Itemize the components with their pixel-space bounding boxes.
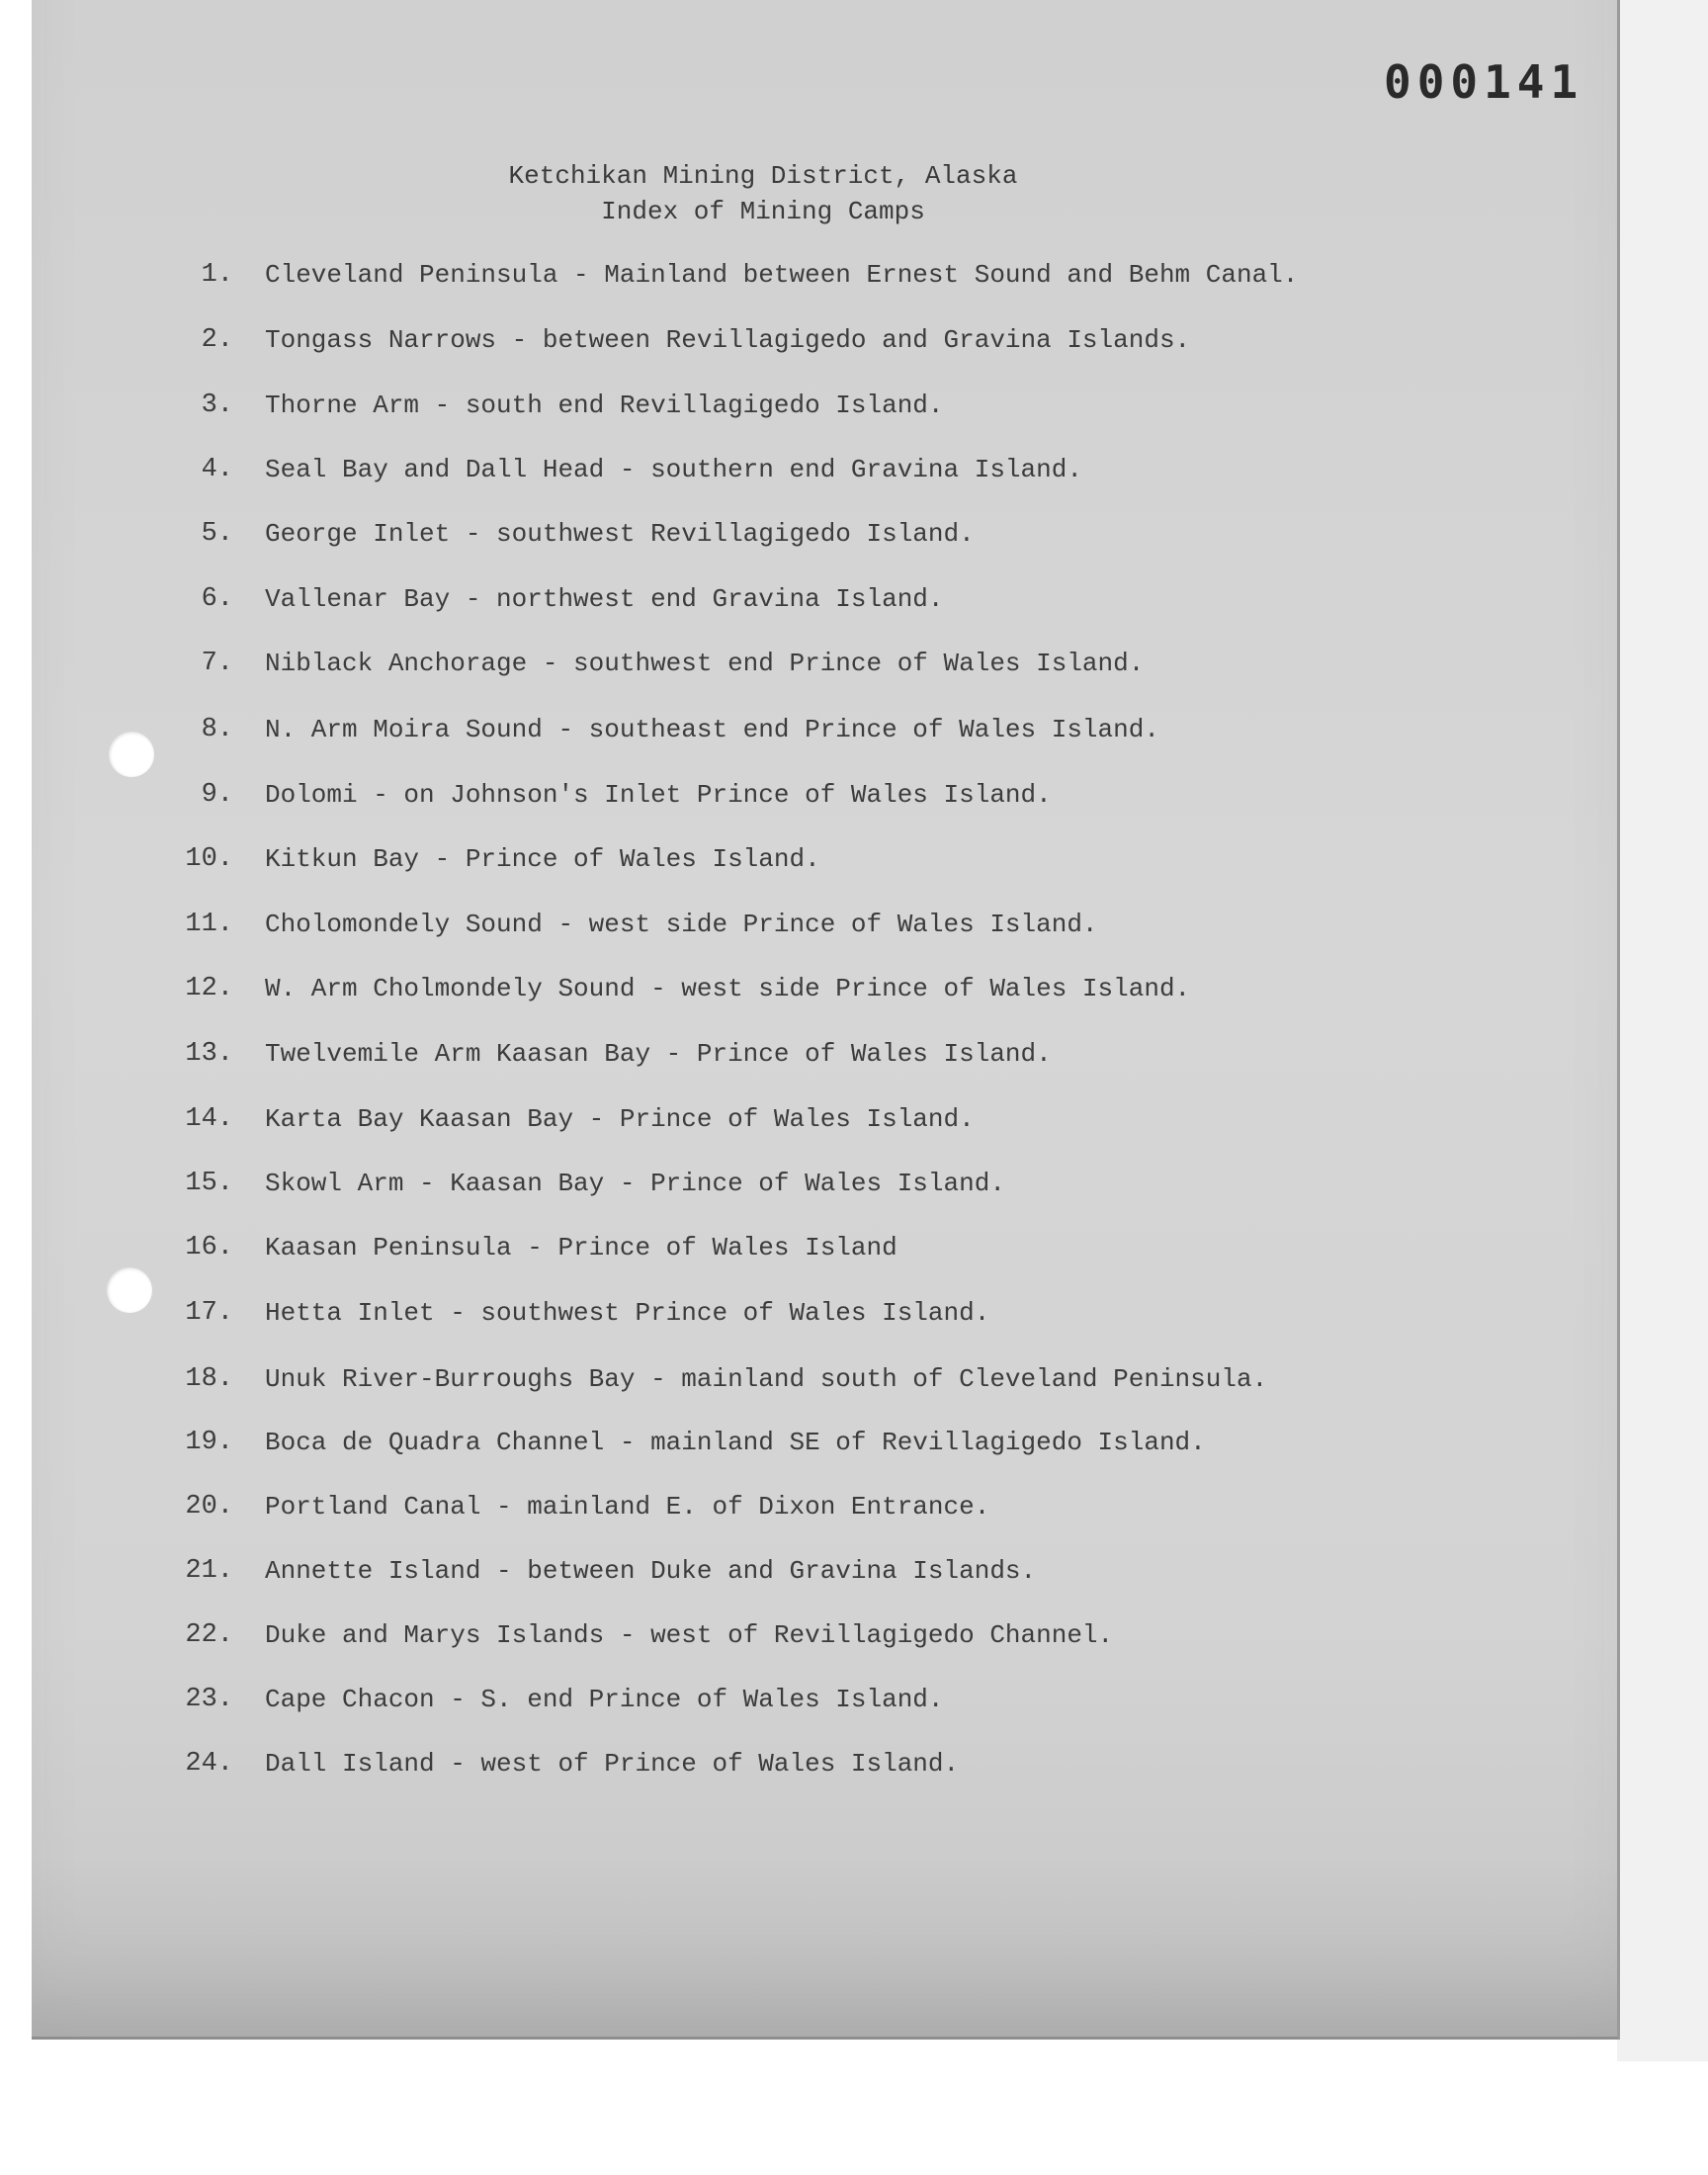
- scan-background-edge: [1617, 0, 1708, 2061]
- item-number: 20.: [185, 1492, 233, 1522]
- list-item: [170, 320, 1455, 360]
- item-number: 16.: [185, 1233, 233, 1262]
- item-number: 7.: [201, 649, 233, 678]
- item-number: 19.: [185, 1428, 233, 1457]
- item-text: Duke and Marys Islands - west of Revillagigedo Channel.: [265, 1620, 1114, 1650]
- list-item: [170, 386, 1455, 425]
- list-item: [170, 1680, 1455, 1719]
- item-number: 2.: [201, 325, 233, 355]
- list-item: [170, 710, 1455, 749]
- scan-shadow: [32, 1859, 1617, 2037]
- page-number-stamp: 000141: [1384, 55, 1584, 109]
- list-item: [170, 969, 1455, 1008]
- list-item: [170, 1487, 1455, 1526]
- item-number: 22.: [185, 1620, 233, 1650]
- list-item: [170, 1164, 1455, 1203]
- item-text: Unuk River-Burroughs Bay - mainland south of Cleveland Peninsula.: [265, 1364, 1268, 1394]
- document-page: [32, 0, 1620, 2040]
- item-number: 24.: [185, 1749, 233, 1779]
- mining-camp-list: [32, 0, 1617, 2037]
- item-number: 15.: [185, 1169, 233, 1198]
- title-line-index: Index of Mining Camps: [601, 197, 925, 226]
- item-text: Dolomi - on Johnson's Inlet Prince of Wales Island.: [265, 780, 1052, 810]
- item-text: Seal Bay and Dall Head - southern end Gravina Island.: [265, 455, 1082, 484]
- binder-punch-hole: [109, 732, 154, 777]
- item-text: Kaasan Peninsula - Prince of Wales Island: [265, 1233, 897, 1262]
- list-item: [170, 1359, 1455, 1399]
- binder-punch-hole: [107, 1267, 152, 1313]
- item-text: Kitkun Bay - Prince of Wales Island.: [265, 844, 820, 874]
- item-text: Twelvemile Arm Kaasan Bay - Prince of Wales Island.: [265, 1039, 1052, 1069]
- item-text: Annette Island - between Duke and Gravina Islands.: [265, 1556, 1037, 1586]
- item-text: Niblack Anchorage - southwest end Prince of Wales Island.: [265, 649, 1145, 678]
- item-text: Boca de Quadra Channel - mainland SE of Revillagigedo Island.: [265, 1428, 1206, 1457]
- list-item: [170, 514, 1455, 554]
- list-item: [170, 775, 1455, 815]
- item-number: 13.: [185, 1039, 233, 1069]
- list-item: [170, 644, 1455, 683]
- item-number: 21.: [185, 1556, 233, 1586]
- item-number: 23.: [185, 1685, 233, 1714]
- list-item: [170, 450, 1455, 489]
- item-number: 1.: [201, 260, 233, 290]
- item-text: Skowl Arm - Kaasan Bay - Prince of Wales Island.: [265, 1169, 1005, 1198]
- item-text: Portland Canal - mainland E. of Dixon Entrance.: [265, 1492, 990, 1522]
- item-number: 4.: [201, 455, 233, 484]
- item-number: 11.: [185, 910, 233, 939]
- item-text: Dall Island - west of Prince of Wales Island.: [265, 1749, 960, 1779]
- item-number: 12.: [185, 974, 233, 1003]
- item-number: 6.: [201, 584, 233, 614]
- item-text: N. Arm Moira Sound - southeast end Prince of Wales Island.: [265, 715, 1159, 744]
- item-text: George Inlet - southwest Revillagigedo Island.: [265, 519, 975, 549]
- item-text: W. Arm Cholmondely Sound - west side Prince of Wales Island.: [265, 974, 1191, 1003]
- item-text: Cholomondely Sound - west side Prince of Wales Island.: [265, 910, 1098, 939]
- item-number: 3.: [201, 391, 233, 420]
- item-text: Thorne Arm - south end Revillagigedo Island.: [265, 391, 944, 420]
- list-item: [170, 1551, 1455, 1591]
- list-item: [170, 1744, 1455, 1784]
- list-item: [170, 1615, 1455, 1655]
- item-number: 17.: [185, 1298, 233, 1328]
- item-text: Cleveland Peninsula - Mainland between Ernest Sound and Behm Canal.: [265, 260, 1299, 290]
- list-item: [170, 905, 1455, 944]
- title-line-district: Ketchikan Mining District, Alaska: [508, 161, 1018, 191]
- list-item: [170, 579, 1455, 619]
- item-number: 14.: [185, 1104, 233, 1134]
- item-text: Cape Chacon - S. end Prince of Wales Island.: [265, 1685, 944, 1714]
- list-item: [170, 1423, 1455, 1462]
- list-item: [170, 255, 1455, 295]
- item-number: 10.: [185, 844, 233, 874]
- list-item: [170, 1034, 1455, 1074]
- item-number: 8.: [201, 715, 233, 744]
- item-text: Vallenar Bay - northwest end Gravina Island.: [265, 584, 944, 614]
- item-text: Karta Bay Kaasan Bay - Prince of Wales Island.: [265, 1104, 975, 1134]
- list-item: [170, 1293, 1455, 1333]
- list-item: [170, 1228, 1455, 1267]
- item-text: Hetta Inlet - southwest Prince of Wales Island.: [265, 1298, 990, 1328]
- item-number: 18.: [185, 1364, 233, 1394]
- list-item: [170, 1099, 1455, 1139]
- list-item: [170, 839, 1455, 879]
- item-number: 9.: [201, 780, 233, 810]
- item-number: 5.: [201, 519, 233, 549]
- item-text: Tongass Narrows - between Revillagigedo and Gravina Islands.: [265, 325, 1191, 355]
